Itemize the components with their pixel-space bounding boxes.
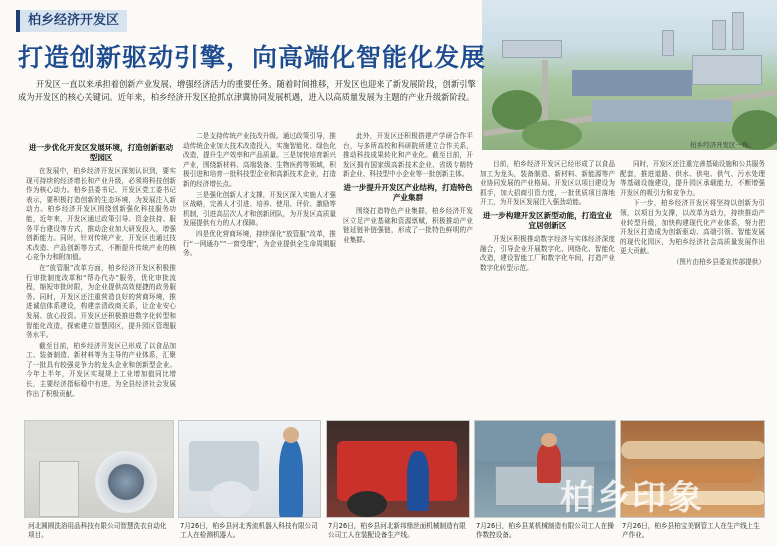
photo-caption: 7月26日，柏乡县河北秀流机器人科技有限公司工人在检测机器人。 [180,522,318,539]
photo-source-credit: （图片由柏乡县委宣传部提供） [672,257,765,266]
paragraph: 目前，柏乡经济开发区已经形成了以食品加工为龙头，装备制造、新材料、新能源等产业协同发展的产业格局。开发区以项目建设为抓手，加大招商引资力度，一批优质项目落地开工，为开发区发展注入强劲动能。 [480,160,615,207]
paragraph: 截至目前，柏乡经济开发区已形成了以食品加工、装备制造、新材料等为主导的产业体系，汇聚了一批具有较强竞争力的龙头企业和创新型企业。今年上半年，开发区实现规上工业增加值同比增长，主要经济指标稳中有进，为全县经济社会发展作出了积极贡献。 [26,341,176,398]
paragraph: 下一步，柏乡经济开发区将坚持以创新为引领，以项目为支撑，以改革为动力，持续推动产业转型升级，加快构建现代化产业体系，努力把开发区打造成为创新驱动、高端引领、智能发展的现代化园区，为柏乡经济社会高质量发展作出更大贡献。 [620,199,765,256]
paragraph: 二是支持传统产业技改升级。通过政策引导，推动传统企业加大技术改造投入，实施智能化、绿色化改造，提升生产效率和产品质量。三是加快培育新兴产业，围绕新材料、高端装备、生物医药等领域，积极引进和培育一批科技型企业和高新技术企业，打造新的经济增长点。 [183,132,336,188]
paragraph: 此外，开发区还积极搭建产学研合作平台，与多所高校和科研院所建立合作关系，推动科技成果转化和产业化。截至目前，开发区拥有国家级高新技术企业、省级专精特新企业、科技型中小企业等一批创新主体。 [343,132,473,179]
article-column-2 [183,132,336,260]
article-column-1 [26,140,176,400]
subhead-3: 进一步构建开发区新型动能，打造宜业宜居创新区 [482,210,613,230]
section-tag: 柏乡经济开发区 [16,10,127,32]
article-column-4 [480,160,615,274]
subhead-2: 进一步提升开发区产业结构，打造特色产业集群 [343,182,473,202]
lede-paragraph: 开发区一直以来承担着创新产业发展、增强经济活力的重要任务。随着时间推移，开发区也迎来了新发展阶段，创新引擎成为开发区的核心关键词。近年来，柏乡经济开发区抢抓京津冀协同发展机遇，进入以高质量发展为主题的产业升级新阶段。 [18,79,476,102]
subhead-1: 进一步优化开发区发展环境，打造创新驱动型园区 [28,143,174,162]
paragraph: 在“放管服”改革方面，柏乡经济开发区积极推行审批制度改革和“帮办代办”服务，优化审批流程，缩短审批时限，为企业提供高效便捷的政务服务。同时，开发区还注重营造良好的营商环境，推进诚信体系建设，构建亲清政商关系，让企业安心发展、放心投资。开发区还积极推进数字化转型和智能化改造，探索建立智慧园区，提升园区管理服务水平。 [26,263,176,340]
photo-machinery-assembly [326,420,470,518]
paragraph: 同时，开发区还注重完善基础设施和公共服务配套，推进道路、供水、供电、供气、污水处理等基础设施建设，提升园区承载能力，不断增强开发区的吸引力和竞争力。 [620,160,765,197]
photo-caption: 7月26日，柏乡县柏宝美钢管工人在生产线上生产作业。 [622,522,760,539]
photo-caption: 7月26日，柏乡县某机械制造有限公司工人在操作数控设备。 [476,522,614,539]
article-column-5 [620,160,765,268]
photo-robot-inspection [178,420,321,518]
aerial-photo-industrial-park [482,0,777,150]
paragraph: 四是优化营商环境，持续深化“放管服”改革，推行“一网通办”“一窗受理”，为企业提供全生命周期服务。 [183,229,336,258]
page-headline: 打造创新驱动引擎，向高端化智能化发展 [18,43,487,72]
photo-laundry-machine [24,420,174,518]
paragraph: 开发区积极推动数字经济与实体经济深度融合，引导企业开展数字化、网络化、智能化改造，建设智能工厂和数字化车间，打造产业数字化转型示范。 [480,234,615,272]
paragraph: 三是强化创新人才支撑，开发区深入实施人才强区战略，完善人才引进、培养、使用、评价、激励等机制，引进高层次人才和创新团队，为开发区高质量发展提供有力的人才保障。 [183,190,336,228]
article-column-3 [343,132,473,246]
photo-caption-aerial: 柏乡经济开发区一角。 [690,141,755,149]
photo-caption: 河北圆圆洗浴用品科技有限公司智慧洗衣自动化项目。 [28,522,167,539]
photo-caption: 7月26日，柏乡县河北新邦鼎丝面机械制造有限公司工人在装配设备生产线。 [328,522,466,539]
watermark: 柏乡印象 [560,478,704,518]
paragraph: 围绕打造特色产业集群，柏乡经济开发区立足产业基础和资源禀赋，积极推动产业链延链补链强链，形成了一批特色鲜明的产业集群。 [343,206,473,244]
paragraph: 在发展中，柏乡经济开发区深刻认识到，要实现可持续的经济增长和产业升级，必须将科技创新作为核心动力。柏乡县委书记、开发区党工委书记表示，要积极打造创新的生态环境，为发展注入新动力。柏乡经济开发区围绕创新强化科技服务功能，近年来，开发区通过政策引导、资金扶持、服务平台建设等方式，推动企业加大研发投入，增强创新能力。同时，针对传统产业，开发区也通过技术改造、产品创新等方式，不断提升传统产业的核心竞争力和附加值。 [26,167,176,262]
